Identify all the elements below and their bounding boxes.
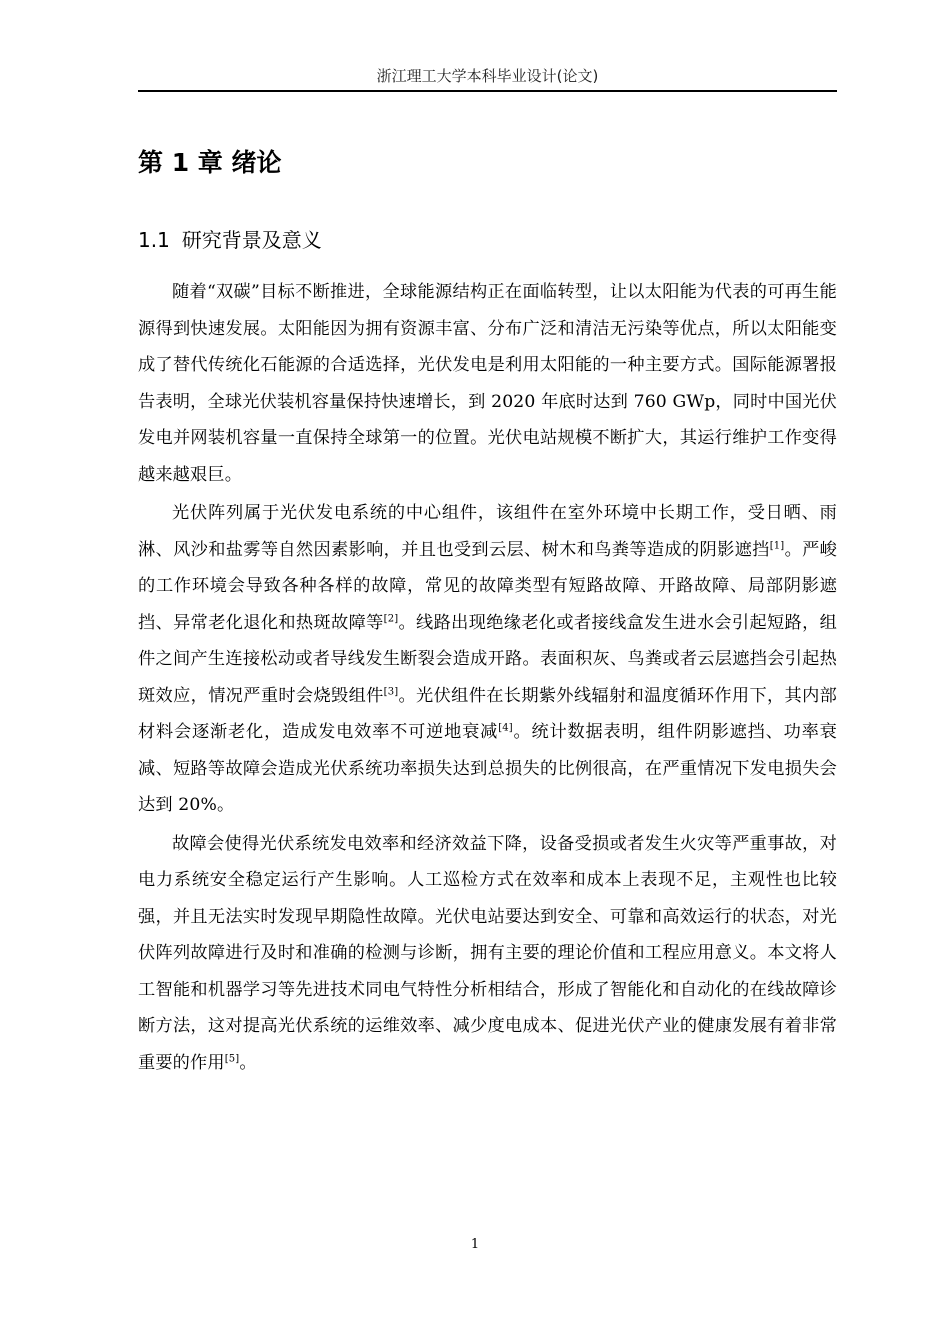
text-segment: 故障会使得光伏系统发电效率和经济效益下降，设备受损或者发生火灾等严重事故，对电力系统安全稳定运行产生影响。人工巡检方式在效率和成本上表现不足，主观性也比较强，并且无法实时发现早期隐性故障。光伏电站要达到安全、可靠和高效运行的状态，对光伏阵列故障进行及时和准确的检测与诊断，拥有主要的理论价值和工程应用意义。本文将人工智能和机器学习等先进技术同电气特性分析相结合，形成了智能化和自动化的在线故障诊断方法，这对提高光伏系统的运维效率、减少度电成本、促进光伏产业的健康发展有着非常重要的作用 bbox=[138, 833, 837, 1073]
section-heading bbox=[138, 226, 322, 254]
section-number: 1.1 bbox=[138, 228, 170, 252]
running-header: 浙江理工大学本科毕业设计(论文) bbox=[376, 67, 599, 85]
page-number: 1 bbox=[470, 1237, 480, 1252]
text-segment: 光伏阵列属于光伏发电系统的中心组件，该组件在室外环境中长期工作，受日晒、雨淋、风沙和盐雾等自然因素影响，并且也受到云层、树木和鸟粪等造成的阴影遮挡 bbox=[138, 503, 837, 560]
section-title: 研究背景及意义 bbox=[181, 228, 322, 252]
paragraph-1 bbox=[138, 274, 837, 493]
citation-ref: [1] bbox=[769, 539, 785, 551]
body-text bbox=[138, 274, 837, 1081]
text-segment: 。 bbox=[239, 1052, 257, 1073]
citation-ref: [3] bbox=[383, 685, 399, 697]
text-segment: 。严峻的工作环境会导致各种各样的故障，常见的故障类型有短路故障、开路故障、局部阴影遮挡、异常老化退化和热斑故障等 bbox=[138, 539, 838, 633]
text-segment: 。光伏组件在长期紫外线辐射和温度循环作用下，其内部材料会逐渐老化，造成发电效率不可逆地衰减 bbox=[138, 685, 837, 742]
citation-ref: [5] bbox=[224, 1052, 240, 1064]
paragraph-3 bbox=[138, 826, 837, 1082]
citation-ref: [4] bbox=[498, 722, 513, 734]
text-segment: 随着“双碳”目标不断推进，全球能源结构正在面临转型，让以太阳能为代表的可再生能源得到快速发展。太阳能因为拥有资源丰富、分布广泛和清洁无污染等优点，所以太阳能变成了替代传统化石能源的合适选择，光伏发电是利用太阳能的一种主要方式。国际能源署报告表明，全球光伏装机容量保持快速增长，到 2020 年底时达到 760 GWp，同时中国光伏发电并网装机容量一直保持全球第一的位置。光伏电站规模不断扩大，其运行维护工作变得越来越艰巨。 bbox=[138, 282, 837, 485]
header-rule bbox=[138, 90, 837, 92]
text-segment: 。线路出现绝缘老化或者接线盒发生进水会引起短路，组件之间产生连接松动或者导线发生断裂会造成开路。表面积灰、鸟粪或者云层遮挡会引起热斑效应，情况严重时会烧毁组件 bbox=[138, 612, 837, 706]
citation-ref: [2] bbox=[383, 612, 399, 624]
text-segment: 。统计数据表明，组件阴影遮挡、功率衰减、短路等故障会造成光伏系统功率损失达到总损失的比例很高，在严重情况下发电损失会达到 20%。 bbox=[138, 722, 837, 815]
paragraph-2 bbox=[138, 495, 837, 824]
chapter-title: 第 1 章 绪论 bbox=[138, 148, 282, 177]
